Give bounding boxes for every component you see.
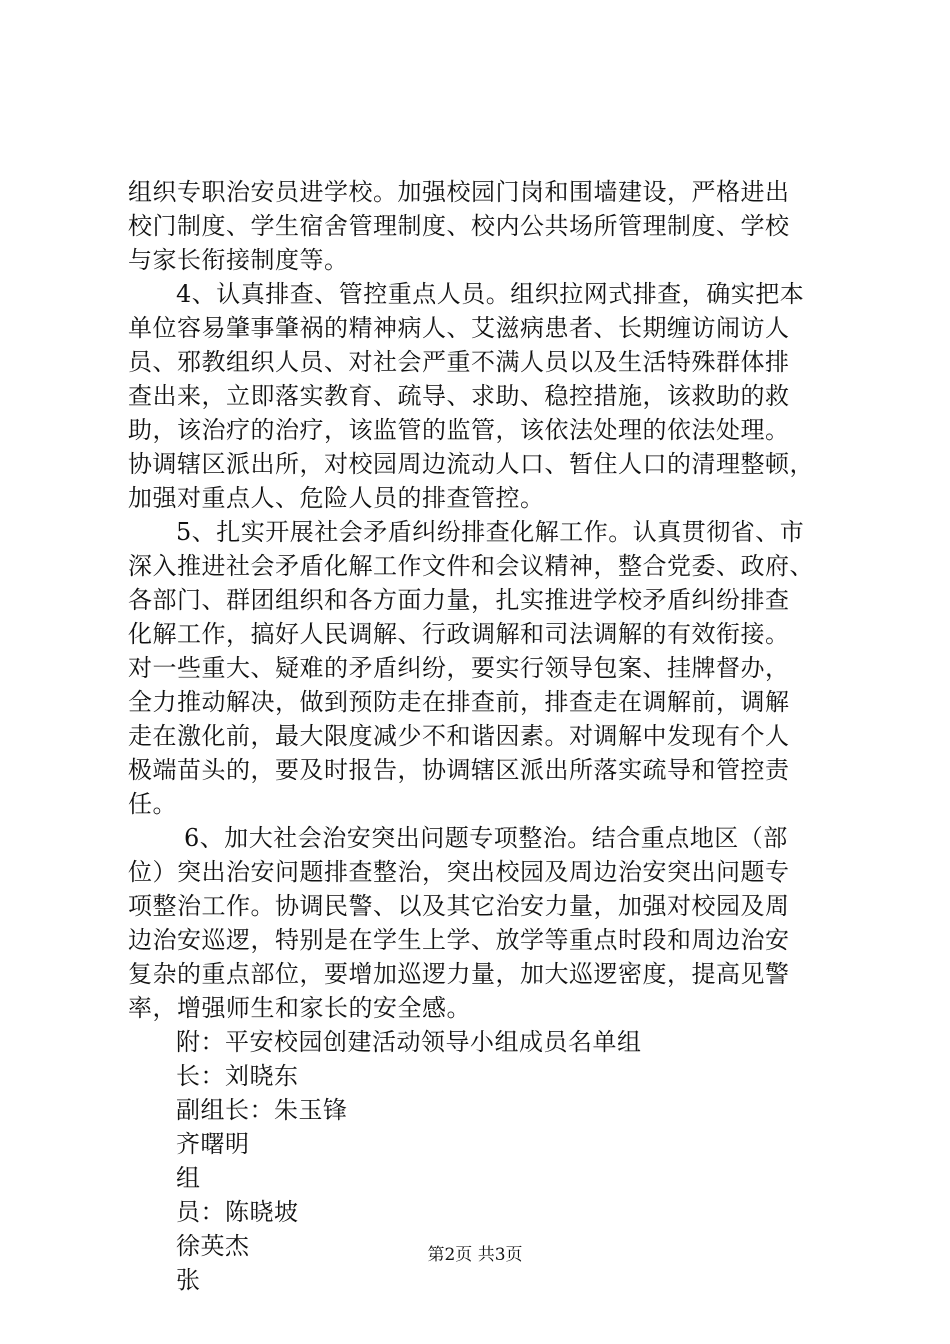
text-line: 化解工作，搞好人民调解、行政调解和司法调解的有效衔接。 [128,620,790,648]
text-line: 率，增强师生和家长的安全感。 [128,994,471,1022]
member-line: 副组长：朱玉锋 [176,1096,348,1124]
section-5-heading-line: 5、扎实开展社会矛盾纠纷排查化解工作。认真贯彻省、市 [176,518,805,546]
text-line: 校门制度、学生宿舍管理制度、校内公共场所管理制度、学校 [128,212,790,240]
text-line: 位）突出治安问题排查整治，突出校园及周边治安突出问题专 [128,858,790,886]
member-line: 齐曙明 [176,1130,250,1158]
text-line: 各部门、群团组织和各方面力量，扎实推进学校矛盾纠纷排查 [128,586,790,614]
text-line: 深入推进社会矛盾化解工作文件和会议精神，整合党委、政府、 [128,552,814,580]
document-body [128,175,828,1297]
section-4-heading-line: 4、认真排查、管控重点人员。组织拉网式排查，确实把本 [176,280,805,308]
text-line: 极端苗头的，要及时报告，协调辖区派出所落实疏导和管控责 [128,756,790,784]
section-6-heading-line: 6、加大社会治安突出问题专项整治。结合重点地区（部 [184,824,788,852]
page-number-footer: 第2页 共3页 [427,1245,523,1265]
member-line: 长：刘晓东 [176,1062,299,1090]
text-line: 单位容易肇事肇祸的精神病人、艾滋病患者、长期缠访闹访人 [128,314,790,342]
appendix-title-line: 附：平安校园创建活动领导小组成员名单组 [176,1028,642,1056]
text-line: 全力推动解决，做到预防走在排查前，排查走在调解前，调解 [128,688,790,716]
text-line: 复杂的重点部位，要增加巡逻力量，加大巡逻密度，提高见警 [128,960,790,988]
member-line: 员：陈晓坡 [176,1198,299,1226]
text-line: 任。 [128,790,177,818]
text-line: 组织专职治安员进学校。加强校园门岗和围墙建设，严格进出 [128,178,790,206]
text-line: 协调辖区派出所，对校园周边流动人口、暂住人口的清理整顿， [128,450,814,478]
text-line: 项整治工作。协调民警、以及其它治安力量，加强对校园及周 [128,892,790,920]
text-line: 员、邪教组织人员、对社会严重不满人员以及生活特殊群体排 [128,348,790,376]
text-line: 助，该治疗的治疗，该监管的监管，该依法处理的依法处理。 [128,416,790,444]
text-line: 走在激化前，最大限度减少不和谐因素。对调解中发现有个人 [128,722,790,750]
member-line: 徐英杰 [176,1232,250,1260]
text-line: 查出来，立即落实教育、疏导、求助、稳控措施，该救助的救 [128,382,790,410]
member-line: 组 [176,1164,201,1192]
text-line: 边治安巡逻，特别是在学生上学、放学等重点时段和周边治安 [128,926,790,954]
text-line: 对一些重大、疑难的矛盾纠纷，要实行领导包案、挂牌督办， [128,654,790,682]
text-line: 加强对重点人、危险人员的排查管控。 [128,484,545,512]
member-line: 张 [176,1266,201,1294]
text-line: 与家长衔接制度等。 [128,246,349,274]
